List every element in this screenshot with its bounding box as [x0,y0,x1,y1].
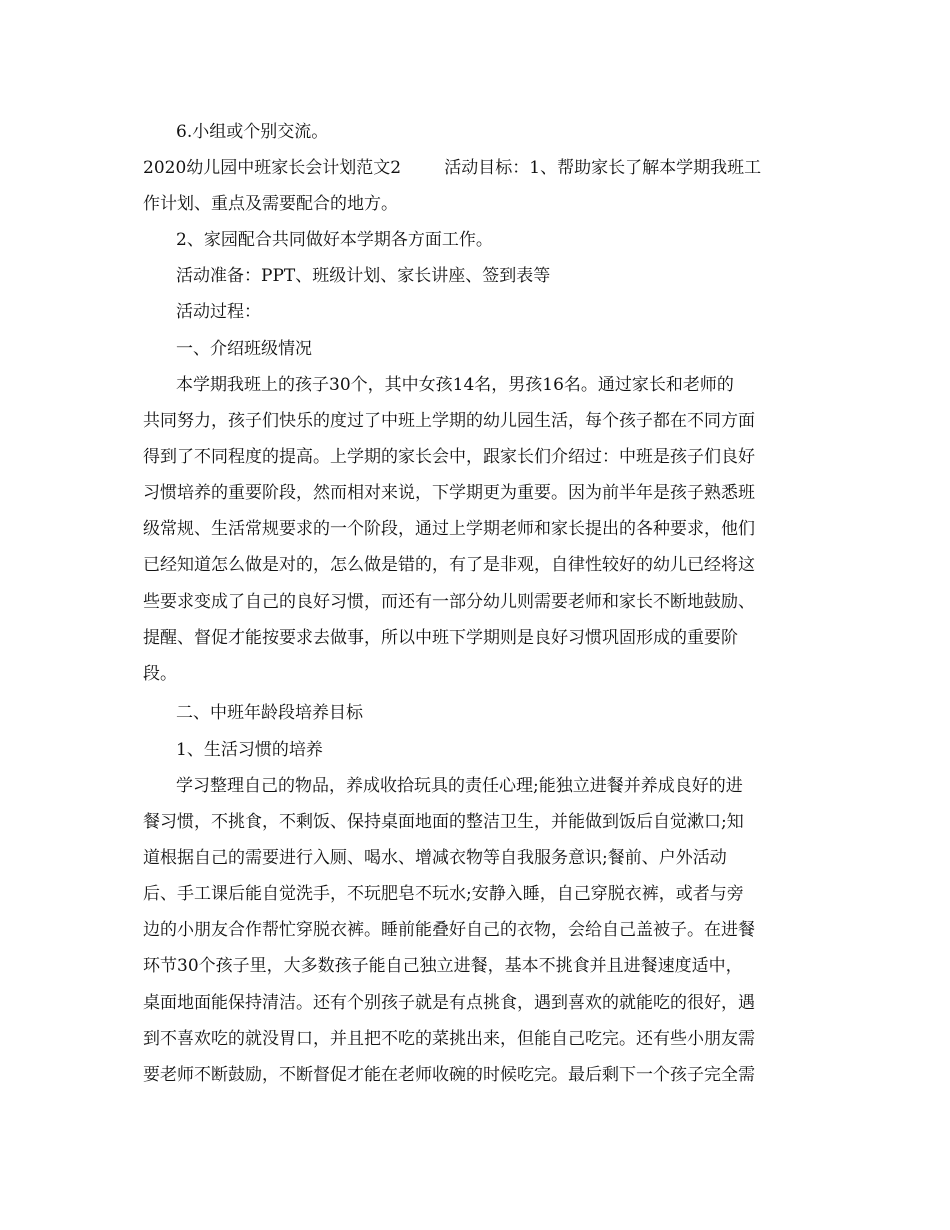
text-line: 些要求变成了自己的良好习惯，而还有一部分幼儿则需要老师和家长不断地鼓励、 [143,592,755,612]
text-line: 边的小朋友合作帮忙穿脱衣裤。睡前能叠好自己的衣物，会给自己盖被子。在进餐 [143,920,755,940]
section-heading: 一、介绍班级情况 [176,339,312,359]
text-line: 环节30个孩子里，大多数孩子能自己独立进餐，基本不挑食并且进餐速度适中， [143,956,743,976]
text-line: 已经知道怎么做是对的，怎么做是错的，有了是非观，自律性较好的幼儿已经将这 [143,555,755,575]
text-line: 餐习惯，不挑食，不剩饭、保持桌面地面的整洁卫生，并能做到饭后自觉漱口;知 [143,812,744,832]
text-line: 道根据自己的需要进行入厕、喝水、增减衣物等自我服务意识;餐前、户外活动 [143,848,727,868]
text-line: 要老师不断鼓励，不断督促才能在老师收碗的时候吃完。最后剩下一个孩子完全需 [143,1065,755,1085]
text-line: 活动过程： [176,302,261,322]
text-line: 学习整理自己的物品，养成收拾玩具的责任心理;能独立进餐并养成良好的进 [176,776,743,796]
text-line: 本学期我班上的孩子30个，其中女孩14名，男孩16名。通过家长和老师的 [176,375,734,395]
text-line: 活动准备：PPT、班级计划、家长讲座、签到表等 [176,266,551,286]
text-line: 桌面地面能保持清洁。还有个别孩子就是有点挑食，遇到喜欢的就能吃的很好，遇 [143,993,755,1013]
text-line: 6.小组或个别交流。 [176,122,329,142]
text-line: 到不喜欢吃的就没胃口，并且把不吃的菜挑出来，但能自己吃完。还有些小朋友需 [143,1029,755,1049]
text-line: 级常规、生活常规要求的一个阶段，通过上学期老师和家长提出的各种要求，他们 [143,519,755,539]
text-line: 习惯培养的重要阶段，然而相对来说，下学期更为重要。因为前半年是孩子熟悉班 [143,483,755,503]
text-line: 得到了不同程度的提高。上学期的家长会中，跟家长们介绍过：中班是孩子们良好 [143,447,755,467]
text-line: 提醒、督促才能按要求去做事，所以中班下学期则是良好习惯巩固形成的重要阶 [143,628,738,648]
text-line: 段。 [143,664,177,684]
subsection-heading: 1、生活习惯的培养 [176,740,323,760]
text-line: 2、家园配合共同做好本学期各方面工作。 [176,230,493,250]
text-line: 共同努力，孩子们快乐的度过了中班上学期的幼儿园生活，每个孩子都在不同方面 [143,411,755,431]
section-heading: 二、中班年龄段培养目标 [176,703,363,723]
text-line: 作计划、重点及需要配合的地方。 [143,194,398,214]
text-line: 后、手工课后能自觉洗手，不玩肥皂不玩水;安静入睡，自己穿脱衣裤，或者与旁 [143,884,744,904]
text-line: 2020幼儿园中班家长会计划范文2 活动目标：1、帮助家长了解本学期我班工 [143,158,762,178]
